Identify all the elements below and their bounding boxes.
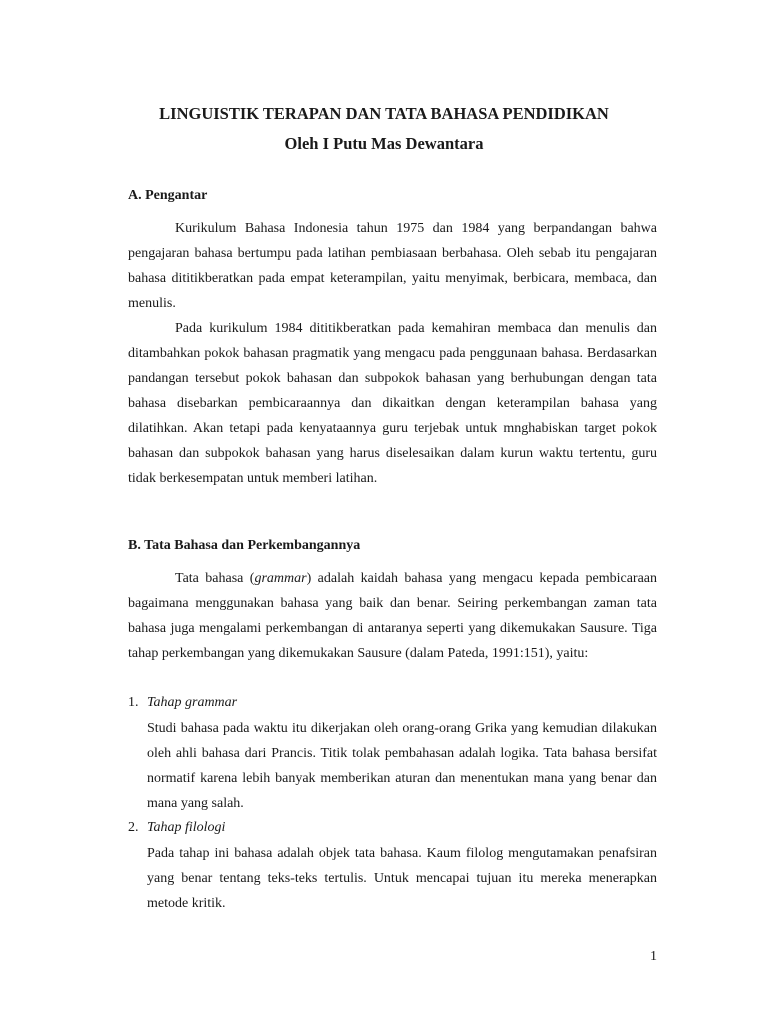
intro-text-end: ) adalah kaidah bahasa yang mengacu kepada pembicaraan bagaimana menggunakan bahasa yang baik dan benar. Seiring perkembangan zaman tata bahasa juga mengalami perkembangan di antaranya seperti yang dikemukakan Sausure. Tiga tahap perkembangan yang dikemukakan Sausure (dalam Pateda, 1991:151), yaitu: — [128, 571, 657, 661]
list-item-2-body: Pada tahap ini bahasa adalah objek tata bahasa. Kaum filolog mengutamakan penafsiran yang benar tentang teks-teks tertulis. Untuk mencapai tujuan itu mereka menerapkan metode kritik. — [147, 846, 657, 911]
section-a-paragraph-2: Pada kurikulum 1984 dititikberatkan pada kemahiran membaca dan menulis dan ditambahkan pokok bahasan pragmatik yang mengacu pada penggunaan bahasa. Berdasarkan pandangan tersebut pokok bahasan dan subpokok bahasan yang berhubungan dengan tata bahasa disebarkan pembicaraannya dan dikaitkan dengan keterampilan bahasa yang dilatihkan. Akan tetapi pada kenyataannya guru terjebak untuk mnghabiskan target pokok bahasan dan subpokok bahasan yang harus diselesaikan dalam kurun waktu tertentu, guru tidak berkesempatan untuk memberi latihan. — [128, 321, 657, 486]
list-item-2-title: Tahap filologi — [147, 820, 226, 835]
list-item-1-label — [128, 693, 237, 713]
document-author: Oleh I Putu Mas Dewantara — [284, 134, 484, 153]
section-a-paragraph-1: Kurikulum Bahasa Indonesia tahun 1975 dan 1984 yang berpandangan bahwa pengajaran bahasa bertumpu pada latihan pembiasaan berbahasa. Oleh sebab itu pengajaran bahasa dititikberatkan pada empat keterampilan, yaitu menyimak, berbicara, membaca, dan menulis. — [128, 221, 657, 311]
list-item-1-body: Studi bahasa pada waktu itu dikerjakan oleh orang-orang Grika yang kemudian dilakukan oleh ahli bahasa dari Prancis. Titik tolak pembahasan adalah logika. Tata bahasa bersifat normatif karena lebih banyak memberikan aturan dan menentukan mana yang benar dan mana yang salah. — [147, 721, 657, 811]
document-title: LINGUISTIK TERAPAN DAN TATA BAHASA PENDIDIKAN — [159, 104, 609, 123]
intro-term-grammar: grammar — [254, 571, 307, 586]
list-item-2-label — [128, 818, 225, 838]
section-a-heading: A. Pengantar — [128, 188, 208, 203]
section-b-heading: B. Tata Bahasa dan Perkembangannya — [128, 538, 361, 553]
page-number: 1 — [650, 949, 657, 964]
list-item-1-number: 1. — [128, 695, 139, 710]
section-b-intro — [128, 566, 657, 666]
list-item-2-number: 2. — [128, 820, 139, 835]
intro-text-start: Tata bahasa ( — [175, 571, 255, 586]
list-item-1-title: Tahap grammar — [147, 695, 238, 710]
